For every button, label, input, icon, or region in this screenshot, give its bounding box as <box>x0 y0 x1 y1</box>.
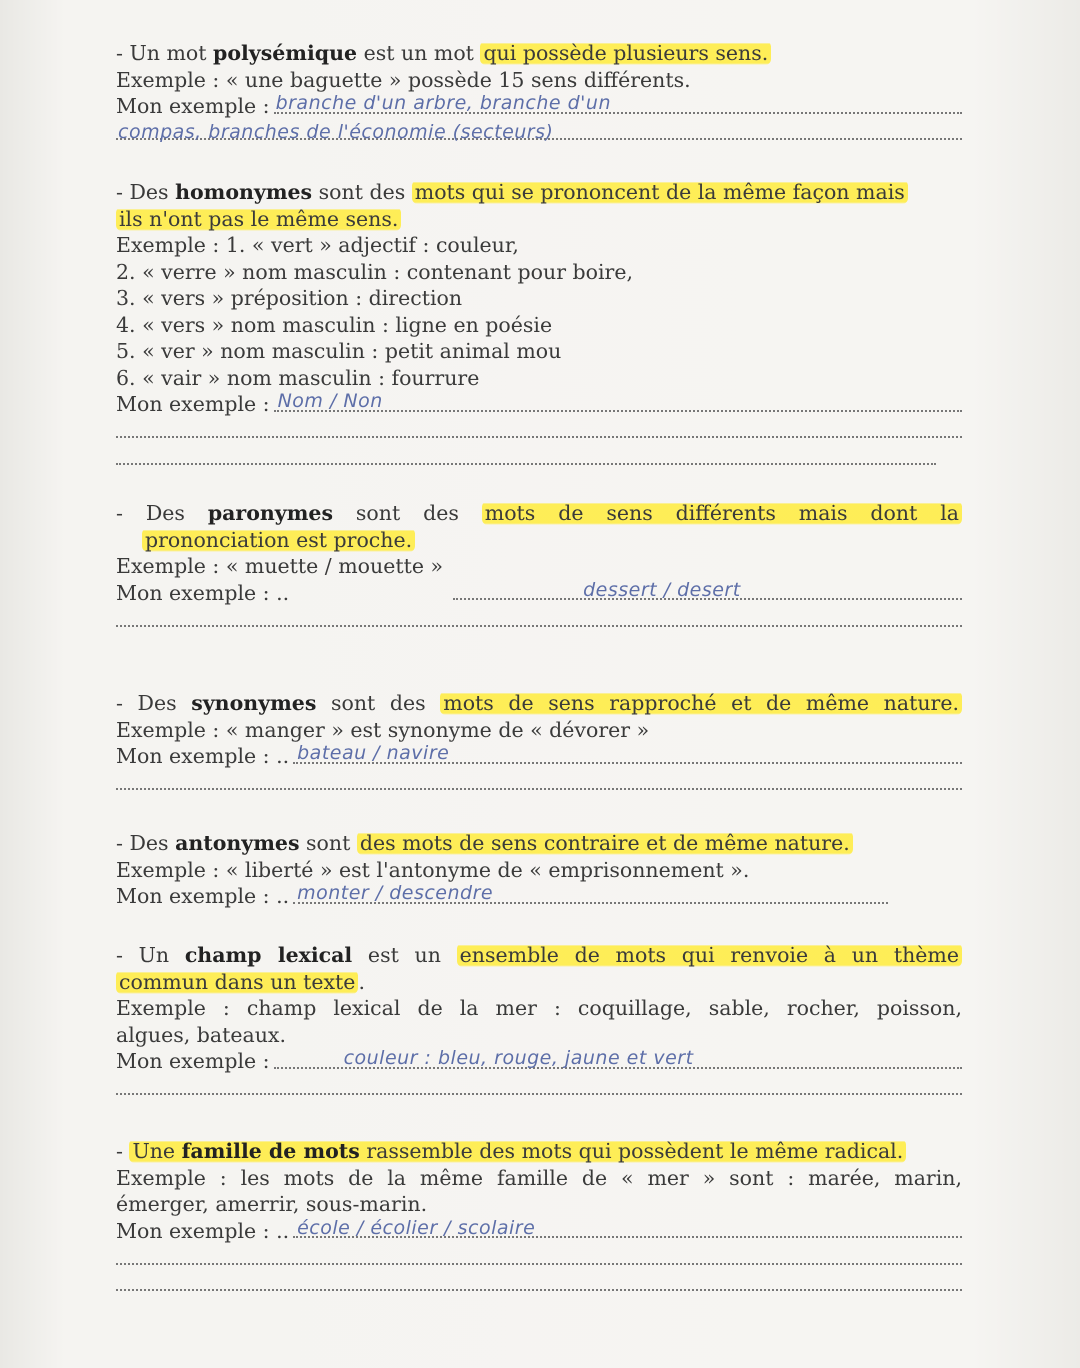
my-example-line <box>116 743 962 770</box>
highlighted-definition: qui possède plusieurs sens. <box>480 41 771 65</box>
dash-text: - Des <box>116 501 208 525</box>
definition-text: sont des <box>312 180 412 204</box>
dash-text: - Des <box>116 180 176 204</box>
section-paronymes <box>116 500 962 633</box>
example-line: Exemple : « muette / mouette » <box>116 554 444 578</box>
section-synonymes <box>116 690 962 796</box>
answer-field[interactable] <box>274 1048 962 1075</box>
handwritten-answer: monter / descendre <box>297 883 494 904</box>
definition-line <box>116 179 962 206</box>
answer-field[interactable] <box>274 391 962 418</box>
my-example-line <box>116 1048 962 1075</box>
definition-text: est un <box>352 943 457 967</box>
example-line: Exemple : 1. « vert » adjectif : couleur, <box>116 233 519 257</box>
highlighted-definition: ensemble de mots qui renvoie à un thème <box>457 943 962 967</box>
my-example-label: Mon exemple : .. <box>116 1218 290 1243</box>
definition-line <box>116 1138 962 1165</box>
my-example-label: Mon exemple : .. <box>116 580 290 605</box>
answer-field[interactable] <box>116 418 962 445</box>
answer-field[interactable] <box>116 606 962 633</box>
dash-text: - Des <box>116 691 192 715</box>
handwritten-answer: dessert / desert <box>583 579 741 601</box>
example-line: 3. « vers » préposition : direction <box>116 286 463 310</box>
my-example-line <box>116 93 962 120</box>
term-polysemique: polysémique <box>212 41 358 65</box>
my-example-line <box>116 883 888 910</box>
my-example-label: Mon exemple : <box>116 1049 270 1073</box>
handwritten-answer: compas, branches de l'économie (secteurs) <box>118 121 554 143</box>
section-homonymes <box>116 179 962 471</box>
dash-text: - Un mot <box>116 41 213 65</box>
answer-field[interactable] <box>293 743 962 770</box>
term-synonymes: synonymes <box>191 691 317 715</box>
term-antonymes: antonymes <box>175 831 300 855</box>
my-example-label: Mon exemple : .. <box>116 884 290 908</box>
my-example-line <box>116 1218 962 1245</box>
term-homonymes: homonymes <box>175 180 313 204</box>
definition-line <box>116 830 962 857</box>
example-line: émerger, amerrir, sous-marin. <box>116 1192 428 1216</box>
example-line: 6. « vair » nom masculin : fourrure <box>116 365 480 390</box>
answer-field[interactable] <box>293 1218 962 1245</box>
definition-line <box>116 500 962 527</box>
my-example-line <box>116 391 962 418</box>
dash-text: - Un <box>116 943 185 967</box>
example-line: Exemple : « manger » est synonyme de « dévorer » <box>116 717 650 742</box>
highlighted-definition: mots de sens rapproché et de même nature. <box>440 691 962 715</box>
answer-field[interactable] <box>116 1244 962 1271</box>
answer-field[interactable] <box>116 120 962 147</box>
example-line: algues, bateaux. <box>116 1022 287 1047</box>
definition-text: sont <box>299 831 357 855</box>
handwritten-answer: bateau / navire <box>297 743 450 764</box>
definition-line <box>116 690 962 717</box>
handwritten-answer: branche d'un arbre, branche d'un <box>275 93 611 114</box>
answer-field[interactable] <box>116 770 962 797</box>
example-line: Exemple : « une baguette » possède 15 sens différents. <box>116 67 691 92</box>
definition-text: sont des <box>316 691 441 715</box>
highlighted-definition: Une <box>132 1139 182 1163</box>
answer-field[interactable] <box>116 1075 962 1102</box>
highlighted-definition: des mots de sens contraire et de même nature. <box>357 831 853 855</box>
example-line: Exemple : les mots de la même famille de « mer » sont : marée, marin, <box>116 1165 962 1190</box>
definition-text: sont des <box>333 501 482 525</box>
handwritten-answer: couleur : bleu, rouge, jaune et vert <box>343 1048 694 1069</box>
highlighted-definition: commun dans un texte <box>116 970 358 994</box>
definition-text: est un mot <box>357 41 481 65</box>
highlighted-definition: rassemble des mots qui possèdent le même radical. <box>359 1139 904 1163</box>
definition-text: . <box>358 969 365 994</box>
dash-text: - <box>116 1139 130 1163</box>
answer-field[interactable] <box>116 1271 962 1298</box>
example-line: 2. « verre » nom masculin : contenant pour boire, <box>116 259 634 284</box>
highlighted-definition: mots qui se prononcent de la même façon mais <box>412 180 908 204</box>
section-antonymes <box>116 830 962 910</box>
answer-field[interactable] <box>293 883 888 910</box>
my-example-label: Mon exemple : <box>116 392 270 416</box>
answer-field[interactable] <box>274 93 962 120</box>
answer-field[interactable] <box>293 580 962 607</box>
term-champ-lexical: champ lexical <box>184 943 353 967</box>
section-champ-lexical <box>116 942 962 1101</box>
handwritten-answer: école / écolier / scolaire <box>297 1217 536 1239</box>
term-paronymes: paronymes <box>207 501 333 525</box>
my-example-label: Mon exemple : .. <box>116 744 290 768</box>
term-famille-de-mots: famille de mots <box>181 1139 360 1163</box>
definition-line <box>116 942 962 969</box>
dash-text: - Des <box>116 831 176 855</box>
section-polysemique <box>116 40 962 146</box>
section-famille-de-mots <box>116 1138 962 1297</box>
example-line: 4. « vers » nom masculin : ligne en poésie <box>116 312 553 337</box>
highlighted-definition: mots de sens différents mais dont la <box>482 501 962 525</box>
example-line: Exemple : « liberté » est l'antonyme de « emprisonnement ». <box>116 857 750 882</box>
my-example-line <box>116 580 962 607</box>
highlighted-definition: prononciation est proche. <box>142 528 415 552</box>
definition-line <box>116 40 962 67</box>
example-line: Exemple : champ lexical de la mer : coquillage, sable, rocher, poisson, <box>116 996 962 1020</box>
highlighted-definition: ils n'ont pas le même sens. <box>116 207 401 231</box>
handwritten-answer: Nom / Non <box>277 391 383 412</box>
example-line: 5. « ver » nom masculin : petit animal mou <box>116 339 562 363</box>
my-example-label: Mon exemple : <box>116 94 270 118</box>
answer-field[interactable] <box>116 444 936 471</box>
